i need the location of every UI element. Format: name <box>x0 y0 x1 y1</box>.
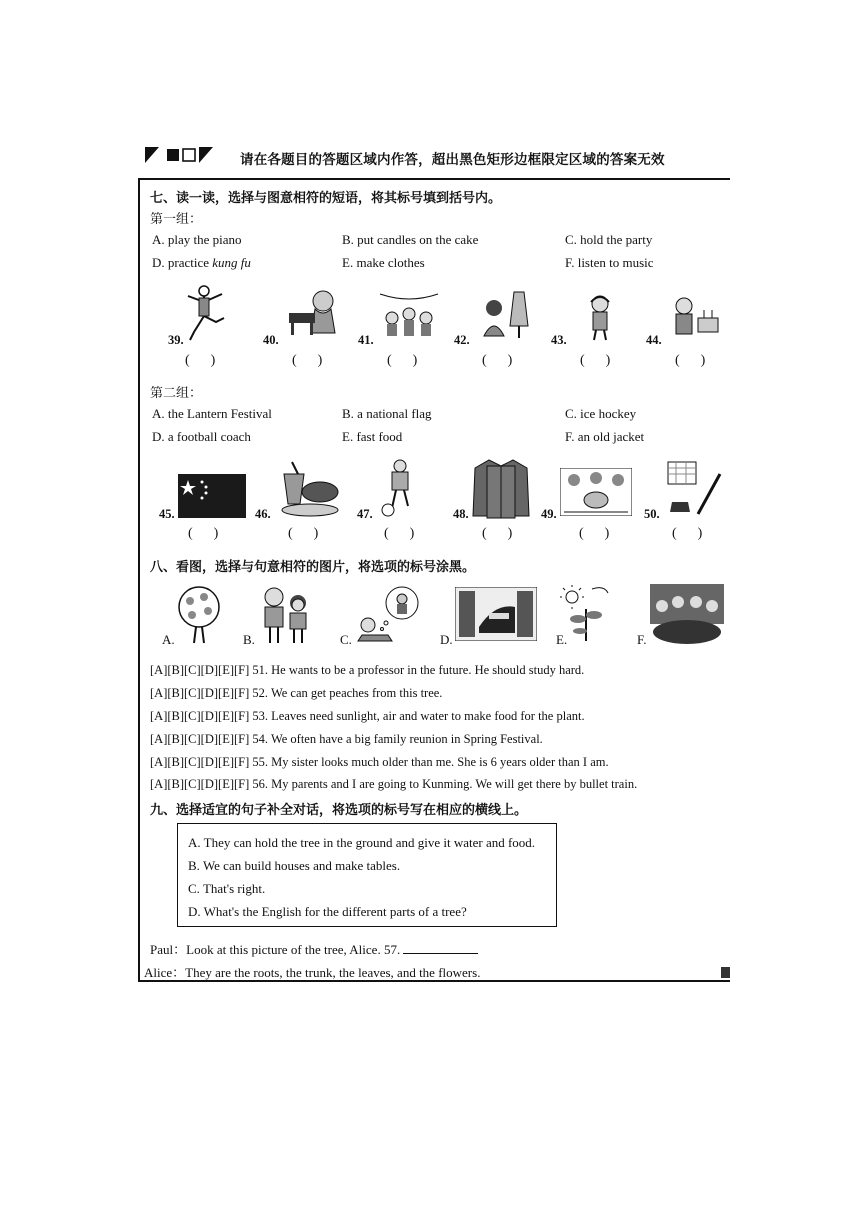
speaker-alice: Alice： <box>144 965 186 980</box>
answer-49[interactable]: ( ) <box>579 526 610 541</box>
answer-39[interactable]: ( ) <box>185 353 216 368</box>
item-44-number: 44. <box>646 333 662 347</box>
item-39-number: 39. <box>168 333 184 347</box>
g1-option-b: B. put candles on the cake <box>342 232 479 247</box>
g2-option-c: C. ice hockey <box>565 406 637 421</box>
section8-title: 八、看图，选择与句意相符的图片，将选项的标号涂黑。 <box>150 560 476 575</box>
s9-option-d: D. What's the English for the different parts of a tree? <box>188 904 467 919</box>
g1-option-d: D. practice kung fu <box>152 255 251 270</box>
answer-43[interactable]: ( ) <box>580 353 611 368</box>
peach-tree-icon <box>172 585 226 645</box>
student-dreaming-professor-icon <box>352 585 422 643</box>
g1-option-c: C. hold the party <box>565 232 653 247</box>
answer-46[interactable]: ( ) <box>288 526 319 541</box>
item-48-number: 48. <box>453 507 469 521</box>
answer-50[interactable]: ( ) <box>672 526 703 541</box>
speaker-paul: Paul： <box>150 942 187 957</box>
dialogue-line-paul: Paul：Look at this picture of the tree, Alice. 57. <box>150 939 478 958</box>
item-41-number: 41. <box>358 333 374 347</box>
answer-bubbles-51[interactable]: [A][B][C][D][E][F] <box>150 663 250 677</box>
plant-sun-rain-icon <box>560 585 612 643</box>
picture-b-label: B. <box>243 632 255 647</box>
answer-bubbles-56[interactable]: [A][B][C][D][E][F] <box>150 777 250 791</box>
picture-c-label: C. <box>340 632 352 647</box>
answer-48[interactable]: ( ) <box>482 526 513 541</box>
two-girls-icon <box>256 585 316 647</box>
answer-44[interactable]: ( ) <box>675 353 706 368</box>
question-56-row[interactable]: [A][B][C][D][E][F] 56. My parents and I are going to Kunming. We will get there by bullet train. <box>150 777 638 791</box>
item-45-number: 45. <box>159 507 175 521</box>
corner-mark <box>721 967 730 978</box>
dialogue-line-alice: Alice：They are the roots, the trunk, the leaves, and the flowers. <box>144 965 481 980</box>
question-55-row[interactable]: [A][B][C][D][E][F] 55. My sister looks much older than me. She is 6 years older than I am. <box>150 755 609 769</box>
kung-fu-man-icon <box>180 282 230 344</box>
question-53-row[interactable]: [A][B][C][D][E][F] 53. Leaves need sunlight, air and water to make food for the plant. <box>150 709 585 723</box>
boy-cake-icon <box>670 294 722 342</box>
tailor-woman-icon <box>478 286 533 340</box>
ice-hockey-icon <box>664 460 726 520</box>
item-42-number: 42. <box>454 333 470 347</box>
party-kids-icon <box>378 288 440 340</box>
girl-headphones-icon <box>582 292 618 342</box>
section9-title: 九、选择适宜的句子补全对话，将选项的标号写在相应的横线上。 <box>150 803 528 818</box>
s9-option-a: A. They can hold the tree in the ground and give it water and food. <box>188 835 536 850</box>
g2-option-e: E. fast food <box>342 429 403 444</box>
picture-a-label: A. <box>162 632 175 647</box>
answer-bubbles-53[interactable]: [A][B][C][D][E][F] <box>150 709 250 723</box>
picture-f-label: F. <box>637 632 647 647</box>
question-54-row[interactable]: [A][B][C][D][E][F] 54. We often have a big family reunion in Spring Festival. <box>150 732 543 746</box>
item-50-number: 50. <box>644 507 660 521</box>
answer-57-blank[interactable] <box>403 941 478 954</box>
answer-42[interactable]: ( ) <box>482 353 513 368</box>
g2-option-f: F. an old jacket <box>565 429 645 444</box>
section7-title: 七、读一读，选择与图意相符的短语，将其标号填到括号内。 <box>150 191 502 206</box>
question-51-row[interactable]: [A][B][C][D][E][F] 51. He wants to be a professor in the future. He should study hard. <box>150 663 585 677</box>
bullet-train-icon <box>455 587 537 641</box>
g1-option-a: A. play the piano <box>152 232 242 247</box>
picture-d-label: D. <box>440 632 453 647</box>
item-49-number: 49. <box>541 507 557 521</box>
picture-e-label: E. <box>556 632 568 647</box>
g2-option-a: A. the Lantern Festival <box>152 406 272 421</box>
group2-label: 第二组： <box>150 386 203 401</box>
header-marks <box>145 146 215 166</box>
s9-option-c: C. That's right. <box>188 881 266 896</box>
answer-bubbles-54[interactable]: [A][B][C][D][E][F] <box>150 732 250 746</box>
g1-option-e: E. make clothes <box>342 255 425 270</box>
answer-bubbles-55[interactable]: [A][B][C][D][E][F] <box>150 755 250 769</box>
answer-bubbles-52[interactable]: [A][B][C][D][E][F] <box>150 686 250 700</box>
item-47-number: 47. <box>357 507 373 521</box>
girl-piano-icon <box>285 287 345 339</box>
g2-option-d: D. a football coach <box>152 429 251 444</box>
jacket-icon <box>471 458 531 520</box>
national-flag-icon <box>178 474 246 518</box>
answer-40[interactable]: ( ) <box>292 353 323 368</box>
answer-41[interactable]: ( ) <box>387 353 418 368</box>
lantern-festival-icon <box>560 468 632 516</box>
g1-option-f: F. listen to music <box>565 255 654 270</box>
question-52-row[interactable]: [A][B][C][D][E][F] 52. We can get peaches from this tree. <box>150 686 443 700</box>
answer-47[interactable]: ( ) <box>384 526 415 541</box>
item-46-number: 46. <box>255 507 271 521</box>
item-40-number: 40. <box>263 333 279 347</box>
header-notice: 请在各题目的答题区域内作答，超出黑色矩形边框限定区域的答案无效 <box>240 152 665 168</box>
answer-45[interactable]: ( ) <box>188 526 219 541</box>
group1-label: 第一组： <box>150 212 203 227</box>
s9-option-b: B. We can build houses and make tables. <box>188 858 401 873</box>
item-43-number: 43. <box>551 333 567 347</box>
g2-option-b: B. a national flag <box>342 406 432 421</box>
football-coach-icon <box>378 458 422 518</box>
family-reunion-icon <box>650 584 724 648</box>
fast-food-icon <box>278 460 342 518</box>
